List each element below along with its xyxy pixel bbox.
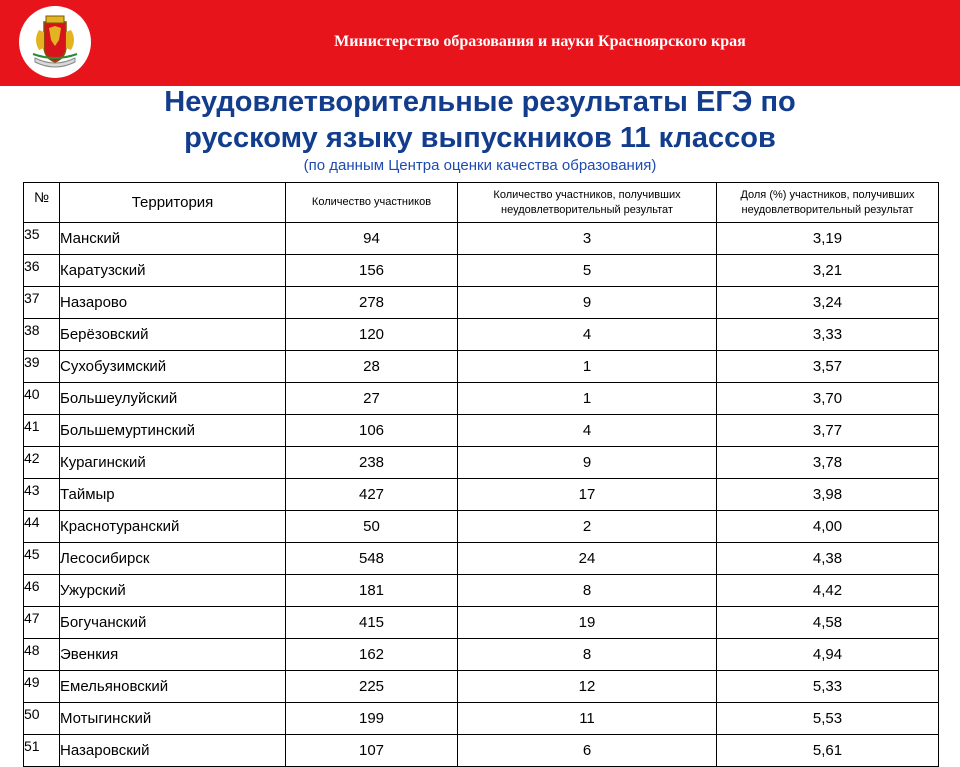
cell-failed: 6 xyxy=(458,735,717,767)
table-row xyxy=(24,511,939,543)
cell-num: 51 xyxy=(24,735,60,767)
table-row xyxy=(24,735,939,767)
cell-territory: Краснотуранский xyxy=(60,511,286,543)
title-line-1: Неудовлетворительные результаты ЕГЭ по xyxy=(164,86,796,118)
cell-share: 3,21 xyxy=(717,255,939,287)
cell-participants: 120 xyxy=(286,319,458,351)
cell-territory: Берёзовский xyxy=(60,319,286,351)
ministry-name: Министерство образования и науки Красноярского края xyxy=(334,33,746,50)
table-row xyxy=(24,447,939,479)
cell-num: 44 xyxy=(24,511,60,543)
cell-participants: 181 xyxy=(286,575,458,607)
cell-failed: 1 xyxy=(458,351,717,383)
cell-num: 40 xyxy=(24,383,60,415)
cell-failed: 19 xyxy=(458,607,717,639)
cell-failed: 8 xyxy=(458,575,717,607)
cell-territory: Ужурский xyxy=(60,575,286,607)
cell-share: 5,61 xyxy=(717,735,939,767)
cell-num: 42 xyxy=(24,447,60,479)
cell-territory: Назарово xyxy=(60,287,286,319)
cell-share: 4,58 xyxy=(717,607,939,639)
cell-failed: 9 xyxy=(458,447,717,479)
cell-participants: 415 xyxy=(286,607,458,639)
table-row xyxy=(24,703,939,735)
table-header-row xyxy=(24,183,939,223)
table-row xyxy=(24,319,939,351)
cell-territory: Назаровский xyxy=(60,735,286,767)
cell-num: 48 xyxy=(24,639,60,671)
cell-num: 41 xyxy=(24,415,60,447)
table-row xyxy=(24,223,939,255)
cell-participants: 94 xyxy=(286,223,458,255)
header-failed xyxy=(458,183,717,223)
table-row xyxy=(24,383,939,415)
cell-territory: Курагинский xyxy=(60,447,286,479)
cell-participants: 107 xyxy=(286,735,458,767)
cell-share: 3,33 xyxy=(717,319,939,351)
cell-territory: Емельяновский xyxy=(60,671,286,703)
table-row xyxy=(24,575,939,607)
cell-participants: 225 xyxy=(286,671,458,703)
cell-territory: Эвенкия xyxy=(60,639,286,671)
cell-territory: Сухобузимский xyxy=(60,351,286,383)
cell-participants: 548 xyxy=(286,543,458,575)
table-row xyxy=(24,415,939,447)
cell-failed: 8 xyxy=(458,639,717,671)
table-row xyxy=(24,543,939,575)
header-share xyxy=(717,183,939,223)
cell-share: 5,33 xyxy=(717,671,939,703)
cell-share: 3,78 xyxy=(717,447,939,479)
cell-num: 35 xyxy=(24,223,60,255)
cell-failed: 1 xyxy=(458,383,717,415)
header-participants: Количество участников xyxy=(286,183,458,223)
cell-failed: 3 xyxy=(458,223,717,255)
cell-participants: 199 xyxy=(286,703,458,735)
cell-failed: 5 xyxy=(458,255,717,287)
krasnoyarsk-coat-of-arms-icon xyxy=(19,6,91,78)
cell-failed: 17 xyxy=(458,479,717,511)
cell-participants: 106 xyxy=(286,415,458,447)
cell-num: 37 xyxy=(24,287,60,319)
cell-num: 46 xyxy=(24,575,60,607)
header-territory: Территория xyxy=(60,183,286,223)
cell-share: 3,24 xyxy=(717,287,939,319)
title-line-2: русскому языку выпускников 11 классов xyxy=(184,122,776,154)
cell-share: 3,77 xyxy=(717,415,939,447)
header-share-line-1: Доля (%) участников, получивших xyxy=(740,188,915,201)
header-failed-line-1: Количество участников, получивших xyxy=(493,188,681,201)
table-row xyxy=(24,287,939,319)
cell-num: 49 xyxy=(24,671,60,703)
cell-failed: 2 xyxy=(458,511,717,543)
page-title xyxy=(0,84,960,156)
cell-participants: 162 xyxy=(286,639,458,671)
cell-failed: 4 xyxy=(458,319,717,351)
cell-participants: 278 xyxy=(286,287,458,319)
cell-share: 3,98 xyxy=(717,479,939,511)
cell-participants: 27 xyxy=(286,383,458,415)
cell-num: 38 xyxy=(24,319,60,351)
cell-territory: Мотыгинский xyxy=(60,703,286,735)
cell-share: 5,53 xyxy=(717,703,939,735)
cell-failed: 4 xyxy=(458,415,717,447)
header-num: № xyxy=(24,183,60,223)
cell-participants: 427 xyxy=(286,479,458,511)
cell-participants: 28 xyxy=(286,351,458,383)
cell-territory: Манский xyxy=(60,223,286,255)
cell-num: 50 xyxy=(24,703,60,735)
cell-territory: Большемуртинский xyxy=(60,415,286,447)
cell-share: 3,19 xyxy=(717,223,939,255)
cell-share: 4,00 xyxy=(717,511,939,543)
cell-share: 3,57 xyxy=(717,351,939,383)
cell-share: 4,38 xyxy=(717,543,939,575)
cell-territory: Лесосибирск xyxy=(60,543,286,575)
cell-num: 43 xyxy=(24,479,60,511)
table-row xyxy=(24,255,939,287)
cell-num: 39 xyxy=(24,351,60,383)
cell-territory: Богучанский xyxy=(60,607,286,639)
cell-participants: 238 xyxy=(286,447,458,479)
table-row xyxy=(24,671,939,703)
cell-territory: Таймыр xyxy=(60,479,286,511)
cell-share: 4,42 xyxy=(717,575,939,607)
page-subtitle: (по данным Центра оценки качества образования) xyxy=(303,157,657,174)
cell-share: 3,70 xyxy=(717,383,939,415)
cell-failed: 11 xyxy=(458,703,717,735)
cell-failed: 9 xyxy=(458,287,717,319)
table-row xyxy=(24,607,939,639)
cell-num: 45 xyxy=(24,543,60,575)
table-row xyxy=(24,351,939,383)
cell-participants: 156 xyxy=(286,255,458,287)
cell-failed: 24 xyxy=(458,543,717,575)
results-table xyxy=(23,182,939,767)
cell-failed: 12 xyxy=(458,671,717,703)
header-share-line-2: неудовлетворительный результат xyxy=(741,203,914,216)
cell-num: 47 xyxy=(24,607,60,639)
header-failed-line-2: неудовлетворительный результат xyxy=(501,203,673,216)
table-row xyxy=(24,639,939,671)
cell-participants: 50 xyxy=(286,511,458,543)
cell-num: 36 xyxy=(24,255,60,287)
header-bar xyxy=(0,0,960,86)
cell-territory: Большеулуйский xyxy=(60,383,286,415)
cell-territory: Каратузский xyxy=(60,255,286,287)
table-row xyxy=(24,479,939,511)
cell-share: 4,94 xyxy=(717,639,939,671)
